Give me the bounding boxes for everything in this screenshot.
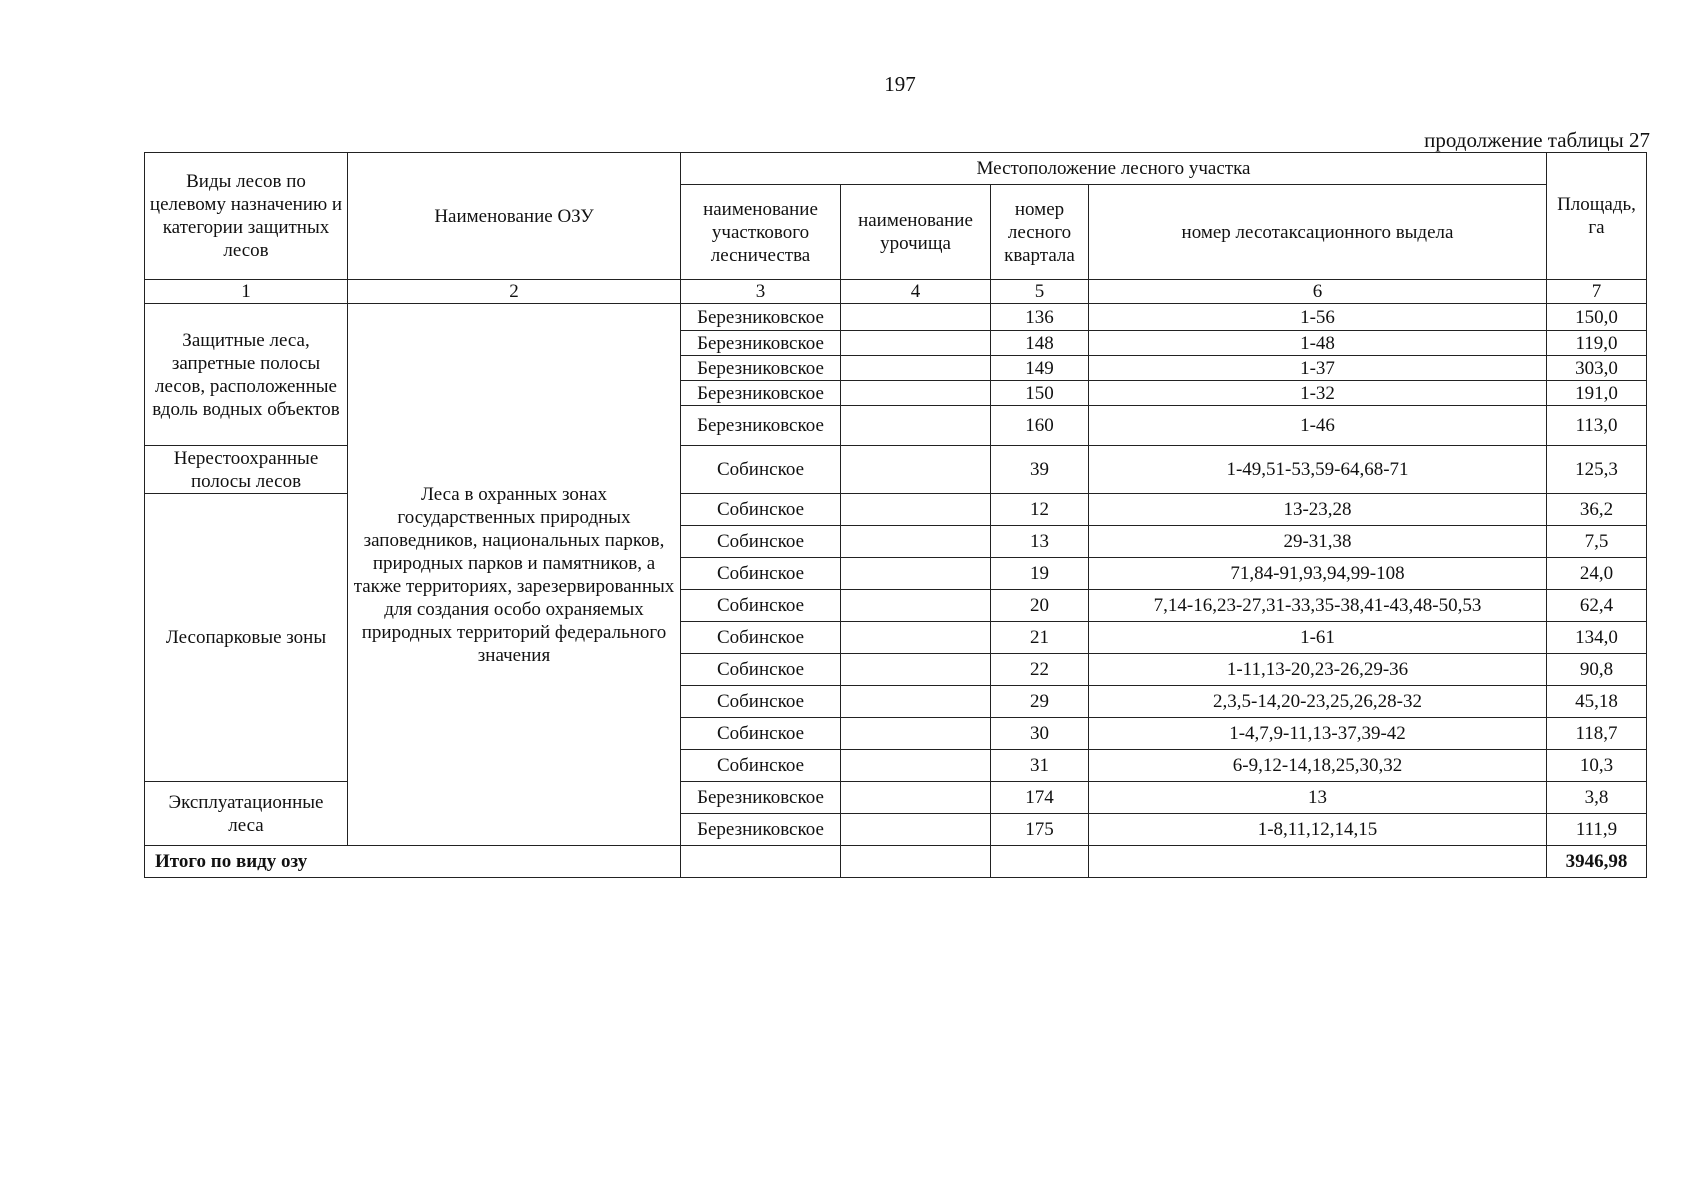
table-row <box>145 304 1647 331</box>
allotment-cell: 1-32 <box>1089 381 1547 406</box>
area-cell: 10,3 <box>1547 750 1647 782</box>
quarter-cell: 22 <box>991 654 1089 686</box>
tract-cell <box>841 718 991 750</box>
area-cell: 62,4 <box>1547 590 1647 622</box>
forestry-cell: Березниковское <box>681 814 841 846</box>
tract-cell <box>841 406 991 446</box>
allotment-cell: 71,84-91,93,94,99-108 <box>1089 558 1547 590</box>
total-row <box>145 846 1647 878</box>
forest-type-cell: Защитные леса, запретные полосы лесов, расположенные вдоль водных объектов <box>145 304 348 446</box>
forestry-cell: Собинское <box>681 494 841 526</box>
header-allotment: номер лесотаксационного выдела <box>1089 185 1547 280</box>
forestry-cell: Собинское <box>681 718 841 750</box>
quarter-cell: 39 <box>991 446 1089 494</box>
total-empty-cell <box>681 846 841 878</box>
tract-cell <box>841 590 991 622</box>
quarter-cell: 175 <box>991 814 1089 846</box>
quarter-cell: 20 <box>991 590 1089 622</box>
header-forestry: наименование участкового лесничества <box>681 185 841 280</box>
allotment-cell: 6-9,12-14,18,25,30,32 <box>1089 750 1547 782</box>
area-cell: 113,0 <box>1547 406 1647 446</box>
allotment-cell: 13 <box>1089 782 1547 814</box>
column-number: 5 <box>991 280 1089 304</box>
area-cell: 45,18 <box>1547 686 1647 718</box>
allotment-cell: 1-48 <box>1089 331 1547 356</box>
tract-cell <box>841 331 991 356</box>
forestry-cell: Березниковское <box>681 304 841 331</box>
forestry-cell: Собинское <box>681 686 841 718</box>
column-number: 2 <box>348 280 681 304</box>
tract-cell <box>841 494 991 526</box>
allotment-cell: 1-46 <box>1089 406 1547 446</box>
allotment-cell: 13-23,28 <box>1089 494 1547 526</box>
area-cell: 119,0 <box>1547 331 1647 356</box>
quarter-cell: 19 <box>991 558 1089 590</box>
tract-cell <box>841 381 991 406</box>
allotment-cell: 1-37 <box>1089 356 1547 381</box>
total-empty-cell <box>991 846 1089 878</box>
forestry-cell: Березниковское <box>681 406 841 446</box>
header-ozu-name: Наименование ОЗУ <box>348 153 681 280</box>
allotment-cell: 2,3,5-14,20-23,25,26,28-32 <box>1089 686 1547 718</box>
tract-cell <box>841 782 991 814</box>
forestry-cell: Собинское <box>681 590 841 622</box>
tract-cell <box>841 304 991 331</box>
tract-cell <box>841 446 991 494</box>
column-number: 3 <box>681 280 841 304</box>
column-number: 4 <box>841 280 991 304</box>
forest-type-cell: Нерестоохранные полосы лесов <box>145 446 348 494</box>
total-empty-cell <box>841 846 991 878</box>
forest-table <box>144 152 1647 878</box>
allotment-cell: 1-11,13-20,23-26,29-36 <box>1089 654 1547 686</box>
header-quarter: номер лесного квартала <box>991 185 1089 280</box>
area-cell: 90,8 <box>1547 654 1647 686</box>
allotment-cell: 1-49,51-53,59-64,68-71 <box>1089 446 1547 494</box>
area-cell: 303,0 <box>1547 356 1647 381</box>
column-number: 7 <box>1547 280 1647 304</box>
forestry-cell: Собинское <box>681 526 841 558</box>
column-number-row <box>145 280 1647 304</box>
area-cell: 111,9 <box>1547 814 1647 846</box>
tract-cell <box>841 654 991 686</box>
tract-cell <box>841 814 991 846</box>
total-label: Итого по виду озу <box>145 846 681 878</box>
header-area: Площадь, га <box>1547 153 1647 280</box>
quarter-cell: 149 <box>991 356 1089 381</box>
forestry-cell: Собинское <box>681 654 841 686</box>
tract-cell <box>841 750 991 782</box>
tract-cell <box>841 356 991 381</box>
area-cell: 125,3 <box>1547 446 1647 494</box>
column-number: 6 <box>1089 280 1547 304</box>
allotment-cell: 7,14-16,23-27,31-33,35-38,41-43,48-50,53 <box>1089 590 1547 622</box>
header-tract: наименование урочища <box>841 185 991 280</box>
area-cell: 191,0 <box>1547 381 1647 406</box>
area-cell: 24,0 <box>1547 558 1647 590</box>
header-forest-type: Виды лесов по целевому назначению и категории защитных лесов <box>145 153 348 280</box>
total-empty-cell <box>1089 846 1547 878</box>
forestry-cell: Березниковское <box>681 356 841 381</box>
forest-type-cell: Эксплуатационные леса <box>145 782 348 846</box>
allotment-cell: 29-31,38 <box>1089 526 1547 558</box>
quarter-cell: 21 <box>991 622 1089 654</box>
total-area: 3946,98 <box>1547 846 1647 878</box>
area-cell: 3,8 <box>1547 782 1647 814</box>
quarter-cell: 174 <box>991 782 1089 814</box>
allotment-cell: 1-56 <box>1089 304 1547 331</box>
quarter-cell: 160 <box>991 406 1089 446</box>
quarter-cell: 31 <box>991 750 1089 782</box>
table-continuation-caption: продолжение таблицы 27 <box>1424 128 1650 152</box>
forestry-cell: Собинское <box>681 750 841 782</box>
allotment-cell: 1-61 <box>1089 622 1547 654</box>
area-cell: 7,5 <box>1547 526 1647 558</box>
quarter-cell: 12 <box>991 494 1089 526</box>
tract-cell <box>841 686 991 718</box>
column-number: 1 <box>145 280 348 304</box>
quarter-cell: 150 <box>991 381 1089 406</box>
allotment-cell: 1-8,11,12,14,15 <box>1089 814 1547 846</box>
area-cell: 118,7 <box>1547 718 1647 750</box>
allotment-cell: 1-4,7,9-11,13-37,39-42 <box>1089 718 1547 750</box>
area-cell: 134,0 <box>1547 622 1647 654</box>
forestry-cell: Собинское <box>681 558 841 590</box>
forestry-cell: Собинское <box>681 446 841 494</box>
forestry-cell: Березниковское <box>681 331 841 356</box>
tract-cell <box>841 622 991 654</box>
tract-cell <box>841 526 991 558</box>
quarter-cell: 13 <box>991 526 1089 558</box>
quarter-cell: 148 <box>991 331 1089 356</box>
forestry-cell: Собинское <box>681 622 841 654</box>
header-location: Местоположение лесного участка <box>681 153 1547 185</box>
quarter-cell: 136 <box>991 304 1089 331</box>
page-number: 197 <box>884 72 916 96</box>
area-cell: 36,2 <box>1547 494 1647 526</box>
tract-cell <box>841 558 991 590</box>
ozu-name-cell: Леса в охранных зонах государственных природных заповедников, национальных парков, природных парков и памятников, а также территориях, зарезервированных для создания особо охраняемых природных территорий федерального значения <box>348 304 681 846</box>
area-cell: 150,0 <box>1547 304 1647 331</box>
forestry-cell: Березниковское <box>681 381 841 406</box>
forestry-cell: Березниковское <box>681 782 841 814</box>
quarter-cell: 30 <box>991 718 1089 750</box>
forest-type-cell: Лесопарковые зоны <box>145 494 348 782</box>
quarter-cell: 29 <box>991 686 1089 718</box>
